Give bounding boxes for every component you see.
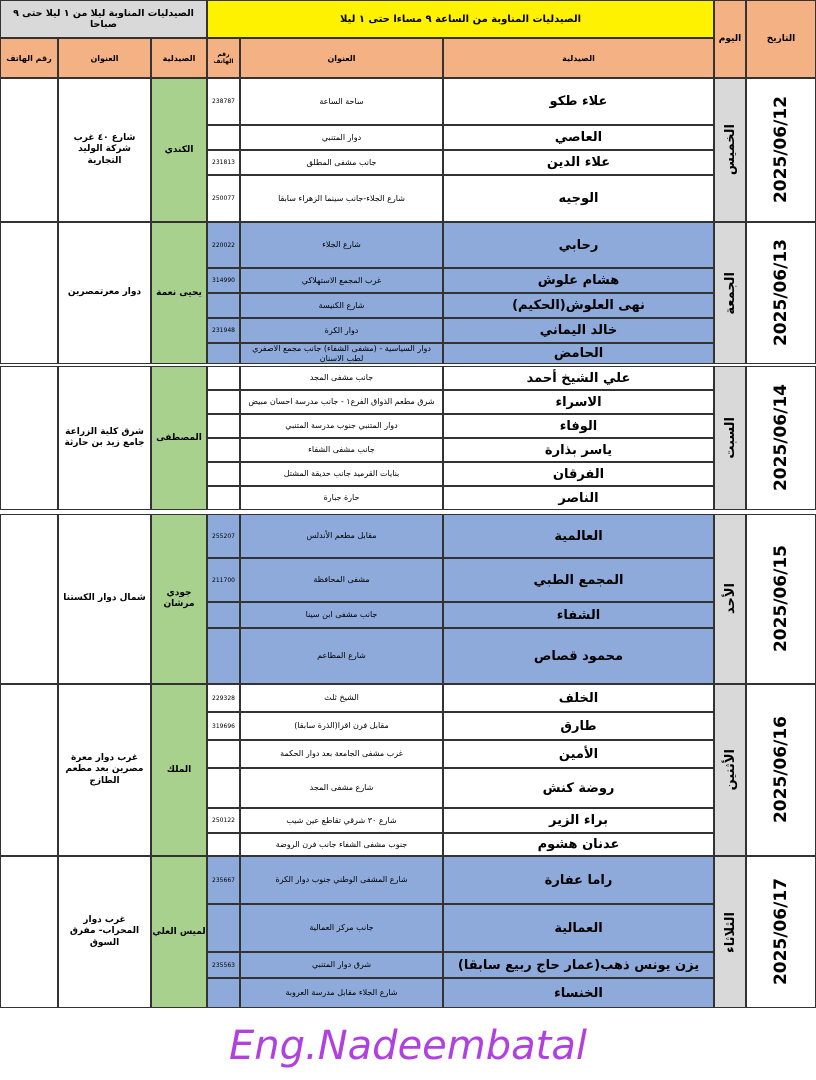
day-cell: [714, 366, 746, 510]
pharmacy-row: [443, 125, 714, 150]
pharmacy-row: [443, 712, 714, 740]
phone-cell: [207, 952, 240, 978]
address-cell: [240, 366, 443, 390]
address-text: دوار الكرة: [324, 325, 359, 335]
address-header: [240, 38, 443, 78]
night-address-header-text: العنوان: [90, 53, 119, 63]
pharmacy-name-text: محمود قصاص: [533, 648, 624, 664]
phone-cell: [207, 414, 240, 438]
phone-text: 238787: [212, 98, 235, 105]
night-phone-cell: [0, 684, 58, 856]
pharmacy-name-text: نهى العلوش(الحكيم): [512, 298, 645, 313]
pharmacy-row: [443, 343, 714, 364]
phone-text: 229328: [212, 694, 235, 702]
pharmacy-row: [443, 808, 714, 833]
address-text: جانب مركز العمالية: [309, 923, 374, 933]
address-cell: [240, 712, 443, 740]
phone-cell: [207, 558, 240, 602]
pharmacy-name-text: يزن يونس ذهب(عمار حاج ربيع سابقا): [457, 957, 700, 973]
night-pharmacy-cell: [151, 366, 207, 510]
phone-cell: [207, 856, 240, 904]
phone-cell: [207, 904, 240, 952]
pharmacy-name-text: الأمين: [558, 746, 599, 762]
signature: [0, 1012, 816, 1080]
date-text: 2025/06/13: [771, 239, 791, 347]
night-address-text: غرب دوار معرة مصرين بعد مطعم الطازج: [65, 753, 144, 786]
phone-text: 231813: [212, 159, 235, 166]
address-text: دوار السياسية - (مشفى الشفاء) جانب مجمع الاصفري لطب الاسنان: [252, 344, 431, 363]
pharmacy-name-text: العاصي: [554, 130, 603, 145]
address-text: مقابل مطعم الأندلس: [306, 531, 377, 541]
phone-cell: [207, 808, 240, 833]
address-text: الشيخ ثلث: [324, 693, 359, 703]
address-text: شارع الجلاء: [322, 240, 361, 250]
address-text: غرب مشفى الجامعة بعد دوار الحكمة: [280, 749, 403, 759]
address-cell: [240, 558, 443, 602]
pharmacy-name-text: راما عفارة: [544, 872, 613, 888]
phone-cell: [207, 978, 240, 1008]
pharmacy-name-text: علي الشيخ أحمد: [526, 370, 631, 386]
phone-text: 255207: [212, 532, 235, 540]
address-cell: [240, 150, 443, 175]
day-name-text: الأحد: [722, 583, 738, 615]
pharmacy-row: [443, 268, 714, 293]
late-night-title-text: الصيدليات المناوبة ليلا من ١ ليلا حتى ٩ صباحا: [13, 8, 194, 30]
phone-cell: [207, 712, 240, 740]
phone-cell: [207, 222, 240, 268]
pharmacy-name-text: عدنان هشوم: [537, 837, 620, 852]
night-phone-cell: [0, 514, 58, 684]
main-title: [207, 0, 714, 38]
night-phone-cell: [0, 856, 58, 1008]
address-cell: [240, 343, 443, 364]
pharmacy-row: [443, 684, 714, 712]
night-phone-header: [0, 38, 58, 78]
address-text: جانب مشفى ابن سينا: [305, 610, 378, 620]
address-cell: [240, 856, 443, 904]
pharmacy-row: [443, 904, 714, 952]
date-cell: [746, 366, 816, 510]
night-phone-header-text: رقم الهاتف: [6, 53, 52, 63]
pharmacy-row: [443, 978, 714, 1008]
night-pharmacy-header: [151, 38, 207, 78]
late-night-title: [0, 0, 207, 38]
address-text: شارع مشفى المجد: [309, 783, 374, 793]
date-column-header-text: التاريخ: [766, 34, 796, 44]
address-cell: [240, 462, 443, 486]
address-cell: [240, 978, 443, 1008]
phone-cell: [207, 740, 240, 768]
phone-text: 211700: [212, 576, 235, 584]
pharmacy-name-text: رحابي: [558, 237, 599, 253]
date-text: 2025/06/16: [771, 716, 791, 824]
address-text: حارة جبارة: [323, 493, 360, 503]
pharmacy-row: [443, 390, 714, 414]
night-address-cell: [58, 684, 151, 856]
address-text: جنوب مشفى الشفاء جانب فرن الروضة: [275, 839, 408, 849]
pharmacy-name-text: الفرقان: [552, 466, 605, 482]
phone-cell: [207, 602, 240, 628]
phone-cell: [207, 486, 240, 510]
phone-text: 231948: [212, 327, 235, 334]
night-pharmacy-text: لميس العلي: [152, 926, 206, 937]
night-pharmacy-text: الملك: [166, 764, 192, 775]
pharmacy-name-text: الخلف: [558, 690, 599, 706]
date-column-header: [746, 0, 816, 78]
address-text: مقابل فرن اقرا(الذرة سابقا): [294, 721, 389, 731]
night-pharmacy-text: يحيى نعمة: [156, 287, 202, 298]
phone-text: 250077: [212, 195, 235, 202]
date-cell: [746, 222, 816, 364]
night-address-cell: [58, 78, 151, 222]
phone-cell: [207, 175, 240, 222]
night-pharmacy-text: المصطفى: [156, 432, 202, 443]
night-address-cell: [58, 856, 151, 1008]
night-phone-cell: [0, 78, 58, 222]
pharmacy-row: [443, 293, 714, 318]
address-cell: [240, 684, 443, 712]
night-address-text: شرق كلية الزراعة جامع زيد بن حارثة: [64, 426, 145, 448]
date-cell: [746, 856, 816, 1008]
pharmacy-row: [443, 414, 714, 438]
date-text: 2025/06/14: [771, 384, 791, 492]
address-cell: [240, 318, 443, 343]
phone-cell: [207, 293, 240, 318]
phone-cell: [207, 462, 240, 486]
pharmacy-name-text: الاسراء: [555, 394, 602, 410]
address-cell: [240, 438, 443, 462]
address-text: شارع ٣٠ شرقي تقاطع عين شيب: [286, 815, 397, 825]
night-pharmacy-text: جودي مرشان: [163, 588, 195, 609]
night-address-text: دوار معرتمصرين: [67, 287, 142, 298]
pharmacy-name-text: العالمية: [554, 528, 603, 544]
address-cell: [240, 628, 443, 684]
pharmacy-row: [443, 366, 714, 390]
night-address-text: غرب دوار المحراب- مفرق السوق: [69, 915, 140, 948]
pharmacy-row: [443, 486, 714, 510]
pharmacy-row: [443, 602, 714, 628]
phone-cell: [207, 268, 240, 293]
date-text: 2025/06/12: [771, 96, 791, 204]
day-name-text: الخميس: [722, 124, 738, 176]
night-pharmacy-cell: [151, 514, 207, 684]
address-text: دوار المتنبي: [321, 132, 362, 142]
pharmacy-name-text: خالد اليماني: [539, 323, 618, 338]
day-name-text: الثلاثاء: [722, 911, 738, 953]
pharmacy-row: [443, 438, 714, 462]
address-text: بنايات القرميد جانب حديقة المشتل: [283, 469, 400, 479]
pharmacy-row: [443, 768, 714, 808]
date-cell: [746, 514, 816, 684]
pharmacy-header: [443, 38, 714, 78]
address-cell: [240, 514, 443, 558]
phone-cell: [207, 768, 240, 808]
pharmacy-row: [443, 78, 714, 125]
pharmacy-row: [443, 175, 714, 222]
phone-cell: [207, 318, 240, 343]
address-text: شارع الجلاء مقابل مدرسة العروبة: [285, 988, 398, 998]
address-cell: [240, 268, 443, 293]
address-cell: [240, 602, 443, 628]
night-address-text: شارع ٤٠ غرب شركة الوليد التجارية: [73, 133, 136, 166]
address-header-text: العنوان: [327, 53, 356, 63]
phone-text: 220022: [212, 241, 235, 249]
phone-text: 250122: [212, 817, 235, 824]
pharmacy-row: [443, 222, 714, 268]
address-cell: [240, 125, 443, 150]
address-cell: [240, 952, 443, 978]
night-pharmacy-header-text: الصيدلية: [162, 53, 196, 63]
pharmacy-row: [443, 856, 714, 904]
pharmacy-row: [443, 833, 714, 856]
address-text: شارع المطاعم: [317, 651, 366, 661]
night-pharmacy-text: الكندي: [164, 144, 194, 155]
night-address-cell: [58, 366, 151, 510]
night-address-text: شمال دوار الكستنا: [63, 593, 146, 604]
phone-header: [207, 38, 240, 78]
pharmacy-name-text: علاء الدين: [546, 155, 611, 170]
address-cell: [240, 904, 443, 952]
address-text: شارع الكنيسة: [318, 300, 365, 310]
pharmacy-name-text: الوجيه: [558, 191, 599, 206]
pharmacy-name-text: ياسر بذارة: [544, 442, 613, 458]
date-text: 2025/06/17: [771, 878, 791, 986]
phone-text: 314990: [212, 277, 235, 284]
address-cell: [240, 390, 443, 414]
pharmacy-header-text: الصيدلية: [562, 53, 595, 63]
phone-cell: [207, 390, 240, 414]
day-name-text: الأثنين: [722, 749, 738, 791]
night-address-cell: [58, 514, 151, 684]
pharmacy-name-text: الخنساء: [554, 985, 603, 1001]
night-address-header: [58, 38, 151, 78]
pharmacy-name-text: الشفاء: [556, 607, 601, 623]
main-title-text: الصيدليات المناوبة من الساعة ٩ مساءا حتى ١ ليلا: [339, 13, 582, 25]
address-text: دوار المتنبي جنوب مدرسة المتنبي: [285, 421, 398, 431]
night-pharmacy-cell: [151, 684, 207, 856]
address-cell: [240, 768, 443, 808]
day-column-header: [714, 0, 746, 78]
address-text: شرق مطعم الذواق الفرع١ - جانب مدرسة احسان مبيض: [248, 397, 435, 407]
address-text: جانب مشفى المجد: [309, 373, 374, 383]
date-text: 2025/06/15: [771, 545, 791, 653]
pharmacy-name-text: الحامض: [553, 346, 604, 361]
phone-cell: [207, 628, 240, 684]
pharmacy-name-text: روضة كنش: [542, 780, 615, 796]
address-text: شارع الجلاء-جانب سينما الزهراء سابقا: [278, 193, 405, 203]
night-phone-cell: [0, 222, 58, 364]
phone-cell: [207, 438, 240, 462]
address-text: غرب المجمع الاستهلاكي: [301, 275, 382, 285]
date-cell: [746, 684, 816, 856]
pharmacy-name-text: علاء طكو: [549, 94, 608, 109]
address-text: جانب مشفى الشفاء: [308, 445, 375, 455]
address-text: شارع المشفى الوطني جنوب دوار الكرة: [275, 875, 408, 885]
address-text: مشفى المحافظة: [313, 575, 370, 585]
night-phone-cell: [0, 366, 58, 510]
pharmacy-name-text: هشام علوش: [537, 273, 620, 288]
phone-cell: [207, 125, 240, 150]
day-name-text: الجمعة: [722, 271, 738, 315]
phone-cell: [207, 150, 240, 175]
pharmacy-row: [443, 462, 714, 486]
night-pharmacy-cell: [151, 78, 207, 222]
phone-text: 235563: [212, 961, 235, 969]
pharmacy-name-text: العمالية: [554, 920, 603, 936]
day-cell: [714, 514, 746, 684]
signature-text: Eng.Nadeembatal: [229, 1023, 587, 1069]
pharmacy-row: [443, 514, 714, 558]
pharmacy-row: [443, 628, 714, 684]
day-name-text: السبت: [722, 417, 738, 459]
pharmacy-row: [443, 150, 714, 175]
phone-cell: [207, 684, 240, 712]
address-cell: [240, 414, 443, 438]
address-cell: [240, 293, 443, 318]
pharmacy-row: [443, 318, 714, 343]
address-cell: [240, 833, 443, 856]
pharmacy-name-text: طارق: [560, 718, 597, 734]
pharmacy-name-text: براء الزير: [549, 813, 608, 828]
pharmacy-name-text: المجمع الطبي: [533, 572, 624, 588]
pharmacy-name-text: الناصر: [558, 490, 599, 506]
phone-cell: [207, 366, 240, 390]
phone-text: 319696: [212, 722, 235, 730]
phone-header-text: رقم الهاتف: [213, 51, 234, 65]
phone-cell: [207, 833, 240, 856]
night-pharmacy-cell: [151, 856, 207, 1008]
address-text: شرق دوار المتنبي: [311, 960, 372, 970]
address-cell: [240, 222, 443, 268]
address-text: جانب مشفى المطلق: [306, 157, 377, 167]
night-address-cell: [58, 222, 151, 364]
address-cell: [240, 486, 443, 510]
date-cell: [746, 78, 816, 222]
day-cell: [714, 684, 746, 856]
day-cell: [714, 856, 746, 1008]
address-cell: [240, 740, 443, 768]
phone-cell: [207, 78, 240, 125]
phone-cell: [207, 343, 240, 364]
address-cell: [240, 78, 443, 125]
address-cell: [240, 808, 443, 833]
day-cell: [714, 222, 746, 364]
night-pharmacy-cell: [151, 222, 207, 364]
pharmacy-name-text: الوفاء: [559, 418, 598, 434]
address-text: ساحة الساعة: [319, 96, 364, 106]
pharmacy-row: [443, 740, 714, 768]
pharmacy-row: [443, 952, 714, 978]
address-cell: [240, 175, 443, 222]
phone-cell: [207, 514, 240, 558]
phone-text: 235667: [212, 876, 235, 884]
day-column-header-text: اليوم: [718, 34, 742, 44]
day-cell: [714, 78, 746, 222]
pharmacy-row: [443, 558, 714, 602]
